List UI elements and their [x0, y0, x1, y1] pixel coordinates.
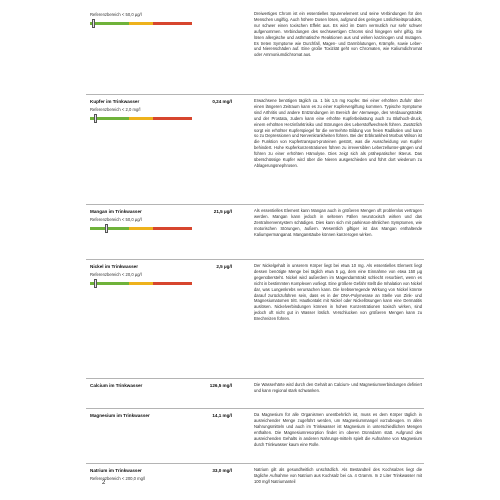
parameter-value: 0,24 mg/l: [212, 99, 232, 104]
reference-scale: [90, 282, 192, 285]
parameter-name: Magnesium im Trinkwasser: [90, 413, 150, 418]
page-number: 2: [102, 480, 106, 486]
parameter-name: Natrium im Trinkwasser: [90, 468, 142, 473]
reference-range: Referenzbereich < 50,0 µg/l: [90, 217, 142, 222]
scale-critical-segment: [153, 227, 192, 230]
section-kupfer: [86, 94, 424, 205]
section-chrom-left: [90, 12, 232, 25]
reference-range: Referenzbereich < 50,0 µg/l: [90, 12, 142, 17]
reference-range: Referenzbereich < 2,0 mg/l: [90, 107, 141, 112]
reference-range: Referenzbereich < 200,0 mg/l: [90, 476, 146, 481]
parameter-name: Calcium im Trinkwasser: [90, 383, 143, 388]
scale-critical-segment: [153, 117, 192, 120]
scale-critical-segment: [153, 282, 192, 285]
parameter-value: 33,0 mg/l: [212, 468, 232, 473]
section-description: Der Nickelgehalt in unserem Körper liegt bei etwa 10 mg. Als essentielles Element liegt dessen benötigte Menge bei täglich etwa 5 µg, dem eine Einnahme von etwa 150 µg gegenübersteht. Nickel wird außerdem im Magendarmtrakt schlecht resorbiert, wenn es nicht in bestimmten Komplexen vorliegt. Eine größere Gefahr stellt die Inhalation von Nickel dar, was Lungenkrebs verursachen kann. Die krebserregende Wirkung von Nickel könnte darauf zurückzuführen sein, dass es in der DNA-Polymerase an Stelle von Zink- und Magnesiumatomen tritt. Hautkontakt mit Nickel oder Nickellösungen kann eine Dermatitis auslösen. Nickelverbindungen können in hohen Konzentrationen toxisch wirken, sind jedoch oft nicht gut in Wasser löslich. Verschlucken von größeren Mengen kann zu Brechreizen führen.: [254, 263, 422, 322]
section-mangan: [86, 204, 424, 260]
section-nickel-left: [90, 264, 232, 285]
parameter-value: 21,5 µg/l: [213, 209, 232, 214]
section-kupfer-left: [90, 99, 232, 120]
reference-range: Referenzbereich < 20,0 µg/l: [90, 272, 142, 277]
reference-scale: [90, 227, 192, 230]
parameter-name: Kupfer im Trinkwasser: [90, 99, 140, 104]
parameter-value: 2,5 µg/l: [216, 264, 232, 269]
section-description: Da Magnesium für alle Organismen unentbehrlich ist, muss es dem Körper täglich in ausreichender Menge zugeführt werden, um Magnesiummangel vorzubeugen. In allen Nahrungsmitteln und auch im Trinkwasser ist Magnesium in unterschiedlichen Mengen enthalten. Die Magnesiumresorption findet im oberen Dünndarm statt. Aufgrund des ausreichenden Gehalts in anderen Nahrungs-mitteln spielt die Aufnahme von Magnesium durch Trinkwasser kaum eine Rolle.: [254, 412, 422, 447]
scale-warning-segment: [129, 22, 153, 25]
section-nickel: [86, 259, 424, 379]
parameter-name: Nickel im Trinkwasser: [90, 264, 139, 269]
scale-critical-segment: [153, 22, 192, 25]
parameter-value: 126,5 mg/l: [209, 383, 232, 388]
section-chrom: [86, 8, 424, 94]
value-marker: [94, 279, 97, 288]
section-description: Die Wasserhärte wird durch den Gehalt an Calcium- und Magnesiumverbindungen definiert und kann regional stark schwanken.: [254, 382, 422, 393]
scale-warning-segment: [129, 282, 153, 285]
scale-good-segment: [90, 227, 129, 230]
section-mangan-left: [90, 209, 232, 230]
parameter-name: Mangan im Trinkwasser: [90, 209, 142, 214]
section-calcium-left: [90, 383, 232, 391]
parameter-value: 14,1 mg/l: [212, 413, 232, 418]
scale-good-segment: [90, 22, 129, 25]
scale-warning-segment: [129, 227, 153, 230]
scale-warning-segment: [129, 117, 153, 120]
section-magnesium: [86, 408, 424, 464]
reference-scale: [90, 117, 192, 120]
section-magnesium-left: [90, 413, 232, 421]
section-description: Natrium gilt als gesundheitlich unschädlich. Als Bestandteil des Kochsalzes liegt die tägliche Aufnahme von Natrium aus Kochsalz bei ca. 4 Gramm. In 2 Liter Trinkwasser mit 100 mg/l Natriumanteil: [254, 467, 422, 484]
section-natrium-left: [90, 468, 232, 482]
value-marker: [92, 19, 95, 28]
reference-scale: [90, 22, 192, 25]
section-calcium: [86, 378, 424, 409]
section-description: Als essentielles Element kann Mangan auch in größeren Mengen oft problemlos vertragen werden. Mangan kann jedoch in seltenen Fällen neurotoxisch wirken und das Zentralnervensystem schädigen. Dies kann sich mit parkinson-ähnlichen Symptomen, wie motorischen Störungen, äußern. Wesentlich giftiger ist das Mangan enthaltende Kaliumpermanganat. Manganstäube können kanzerogen wirken.: [254, 208, 422, 237]
value-marker: [94, 114, 97, 123]
section-description: Erwachsene benötigen täglich ca. 1 bis 1,5 mg Kupfer. Bei einer erhöhten Zufuhr über einen längeren Zeitraum kann es zu einer Kupfervergiftung kommen. Typische Symptome sind Arthritis und andere Entzündungen im Bereich der Atemwege, des Verdauungstrakts und der Prostata, zudem kann eine erhöhte Kupferbelastung auch zu Bluthoch-druck, einem erhöhten Herzinfarktrisiko und Störungen des Leberstoffwechsels führen. Zusätzlich sorgt ein erhöhter Kupferspiegel für die vermehrte Bildung von freien Radikalen und kann so zu Depressionen und Nervenkrankheiten führen. Bei der Erbkrankheit Morbus Wilson ist die Funktion von Kupfertransport-proteinen gestört, was die Ausscheidung von Kupfer behindert. Hohe Kupferkonzentrationen führen zu irreversiblen Leberzellunter-gängen und führen zu einer erhöhten Hämolyse. Dies zeigt sich als prähepatischer Ikterus. Das überschüssige Kupfer wird über die Nieren ausgeschieden und führt dort wiederum zu Ablagerungsnephrosen.: [254, 98, 422, 168]
value-marker: [105, 224, 108, 233]
section-description: Dreiwertiges Chrom ist ein essentielles Spurenelement und seine Verbindungen für den Menschen ungiftig. Auch höhere Dosen lösen, aufgrund des geringen Löslichkeitsprodukts, nur schwer einen toxischen Effekt aus. Es wird im Darm vermutlich nur sehr schwer aufgenommen. Verbindungen des sechswertigen Chroms sind hingegen sehr giftig. Sie lösen allergische und asthmatische Reaktionen aus und wirken karzinogen und mutagen. Es treten Symptome wie Durchfall, Magen- und Darmblutungen, Krämpfe, sowie Leber- und Nierenschäden auf. Eine große Toxizität geht von Chromaten, wie Kaliumdichromat oder Ammoniumdichromat aus.: [254, 11, 422, 58]
section-natrium: [86, 463, 424, 494]
